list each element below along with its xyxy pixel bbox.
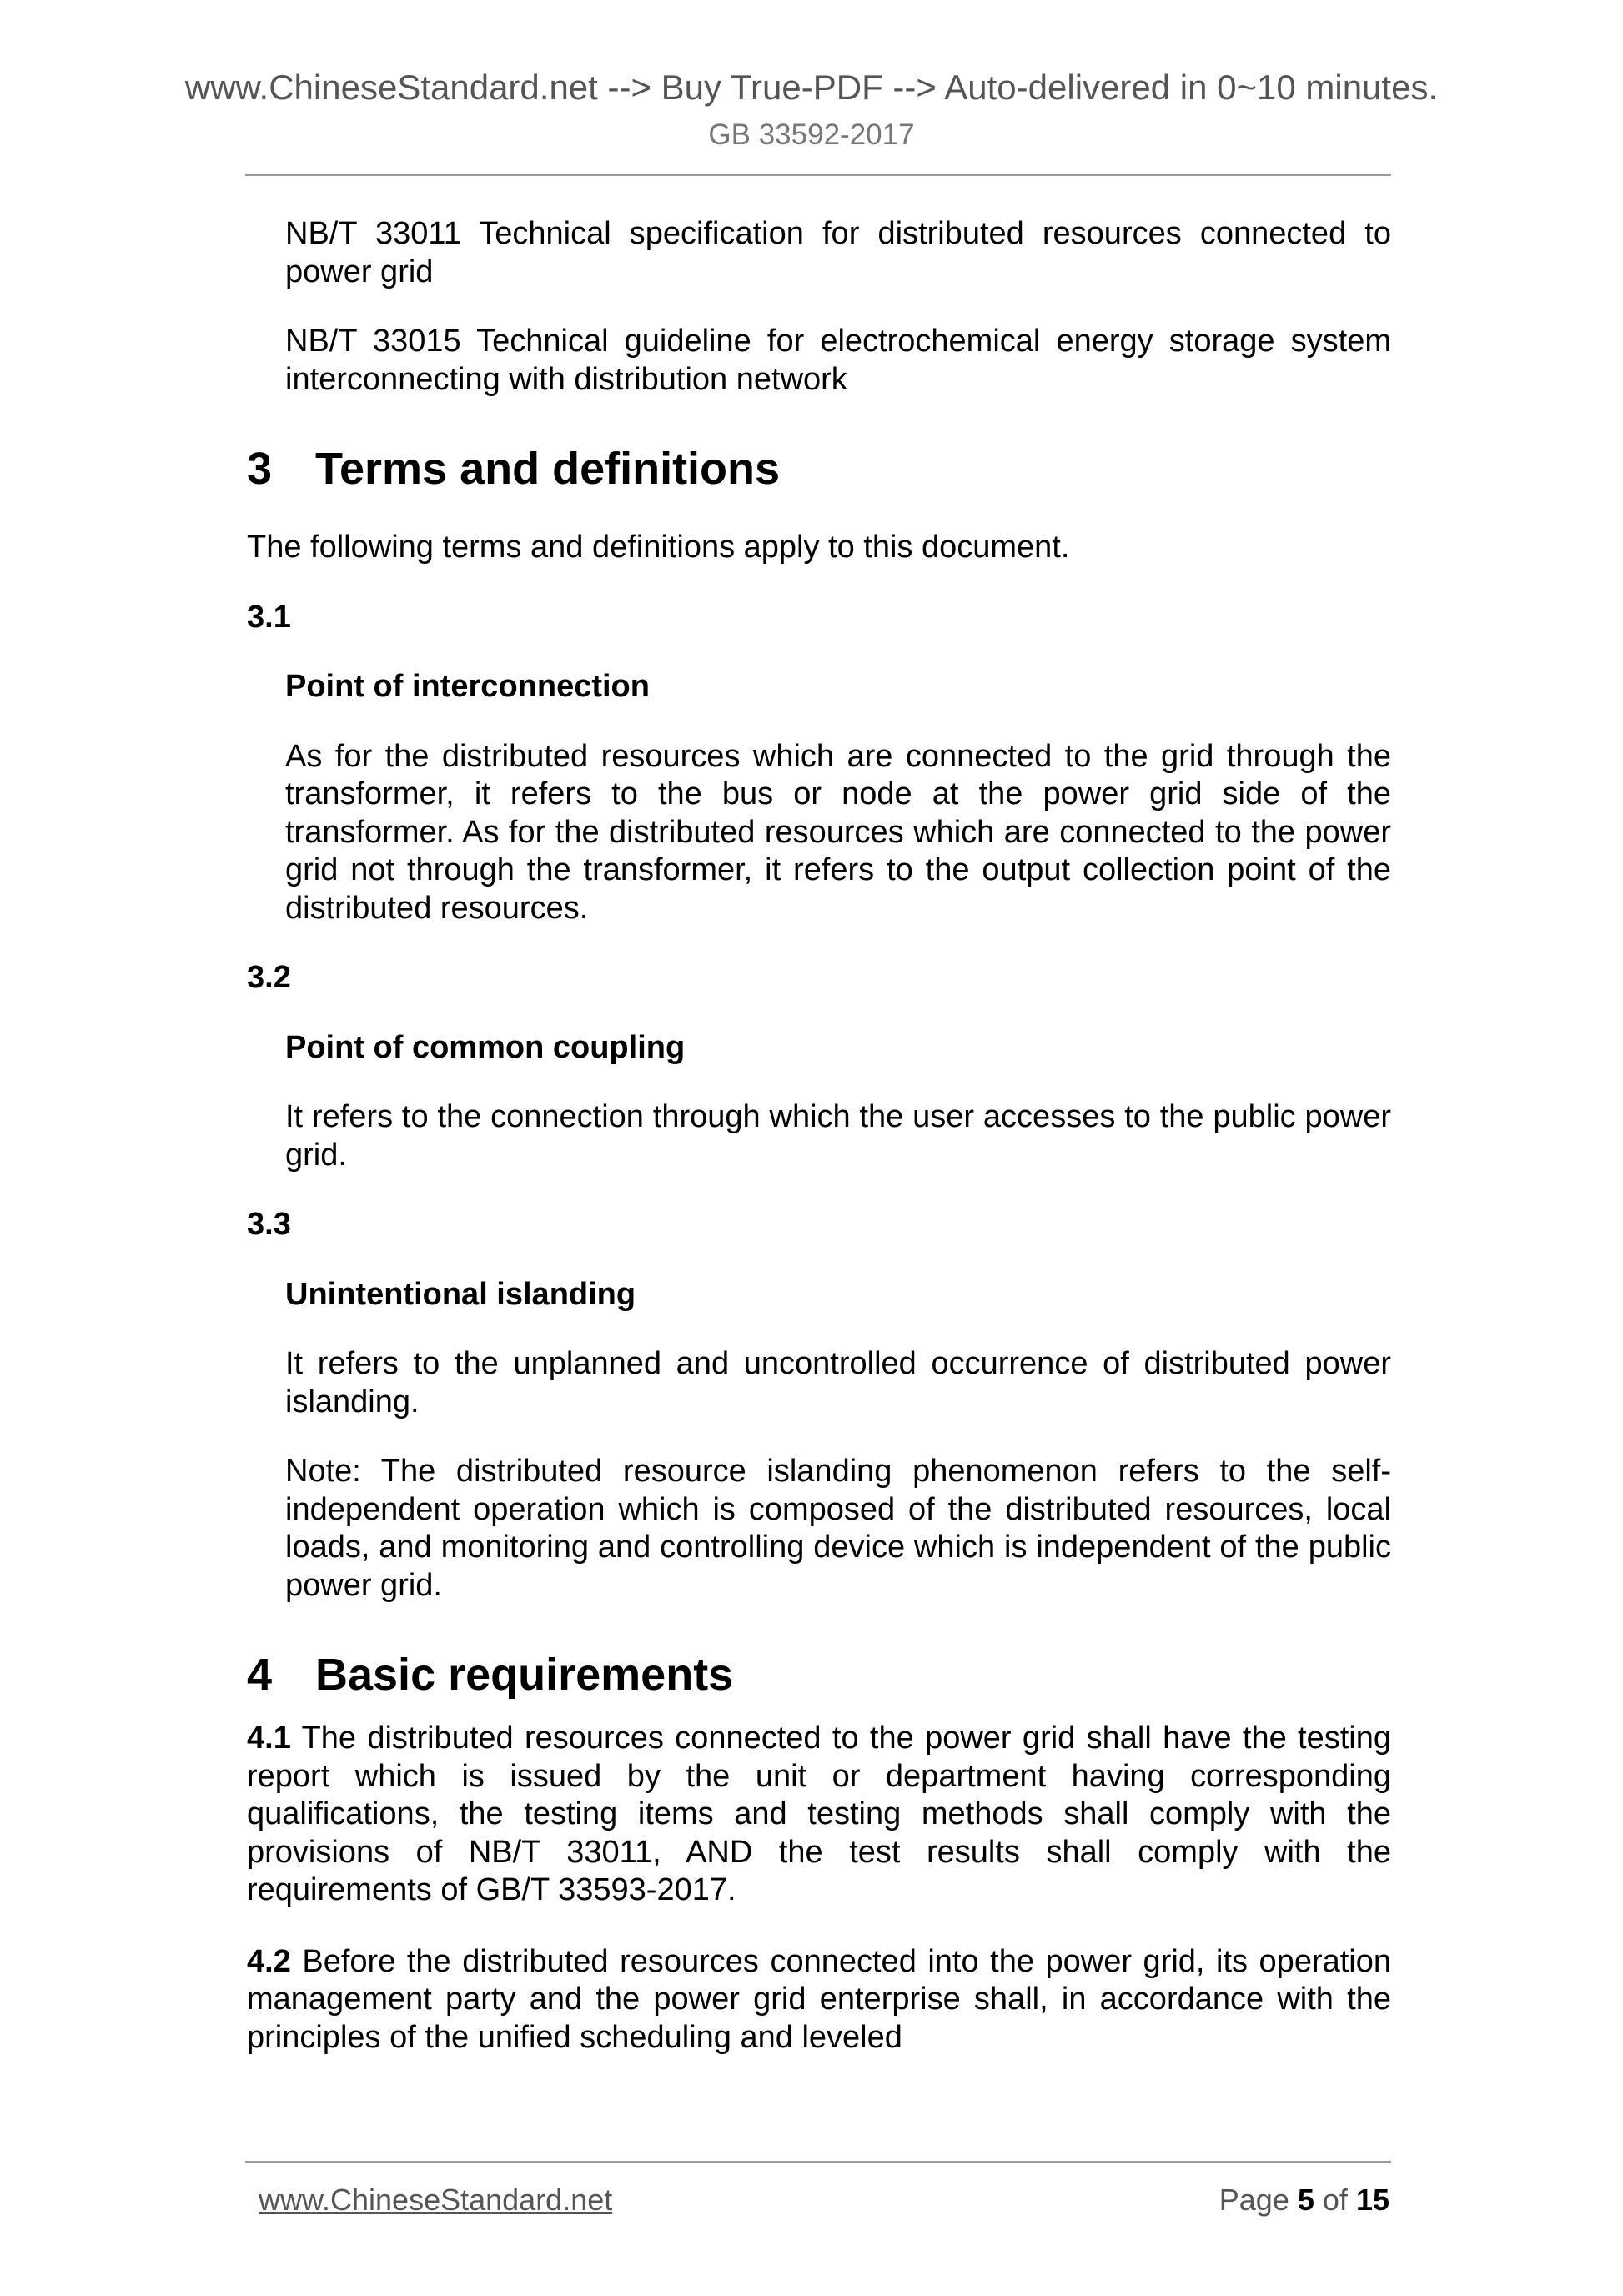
page-label: Page <box>1219 2183 1289 2217</box>
clause-text: The distributed resources connected to the power grid shall have the testing report which is issued by the unit or department having corresponding qualifications, the testing items and testing methods shall comply with the provisions of NB/T 33011, AND the test results shall comply with the requirements of GB/T 33593-2017. <box>247 1721 1392 1907</box>
clause <box>247 1720 1391 1910</box>
footer-divider <box>245 2161 1391 2163</box>
section-title: Terms and definitions <box>315 444 781 494</box>
section-intro: The following terms and definitions apply to this document. <box>247 530 1070 565</box>
footer-site-link[interactable]: www.ChineseStandard.net <box>259 2183 613 2217</box>
clause-text: Before the distributed resources connected into the power grid, its operation management party and the power grid enterprise shall, in accordance with the principles of the unified scheduling and leveled <box>247 1943 1392 2055</box>
reference-item: NB/T 33011 Technical specification for distributed resources connected to power grid <box>285 216 1391 289</box>
total-pages-number: 15 <box>1355 2183 1389 2217</box>
section-number: 3 <box>247 444 273 494</box>
term-definition: It refers to the unplanned and uncontrolled occurrence of distributed power islanding. <box>285 1346 1391 1419</box>
term-definition: As for the distributed resources which are connected to the grid through the transformer, it refers to the bus or node at the power grid side of the transformer. As for the distributed resources which are connected to the power grid not through the transformer, it refers to the output collection point of the distributed resources. <box>285 738 1391 926</box>
term-note: Note: The distributed resource islanding phenomenon refers to the self-independent operation which is composed of the distributed resources, local loads, and monitoring and controlling device which is independent of the public power grid. <box>285 1454 1391 1603</box>
term-number: 3.1 <box>247 599 291 635</box>
term-definition: It refers to the connection through which the user accesses to the public power grid. <box>285 1099 1391 1173</box>
clause-number: 4.1 <box>247 1721 291 1756</box>
document-id: GB 33592-2017 <box>708 118 915 151</box>
term-title: Point of common coupling <box>285 1029 686 1065</box>
current-page-number: 5 <box>1297 2183 1314 2217</box>
term-number: 3.3 <box>247 1207 291 1242</box>
header-divider <box>245 174 1391 176</box>
clause <box>247 1943 1391 2057</box>
section-heading <box>247 1648 1391 1701</box>
term-number: 3.2 <box>247 960 291 995</box>
reference-item: NB/T 33015 Technical guideline for electrochemical energy storage system interconnecting with distribution network <box>285 324 1391 397</box>
document-body <box>247 215 1391 2057</box>
page-of-label: of <box>1322 2183 1348 2217</box>
term-title: Point of interconnection <box>285 669 650 704</box>
section-title: Basic requirements <box>315 1650 734 1700</box>
term-title: Unintentional islanding <box>285 1276 636 1312</box>
section-heading <box>247 442 1391 495</box>
section-number: 4 <box>247 1650 273 1700</box>
promo-banner: www.ChineseStandard.net --> Buy True-PDF --> Auto-delivered in 0~10 minutes. <box>184 68 1439 107</box>
page-indicator <box>1219 2182 1389 2218</box>
clause-number: 4.2 <box>247 1943 291 1979</box>
